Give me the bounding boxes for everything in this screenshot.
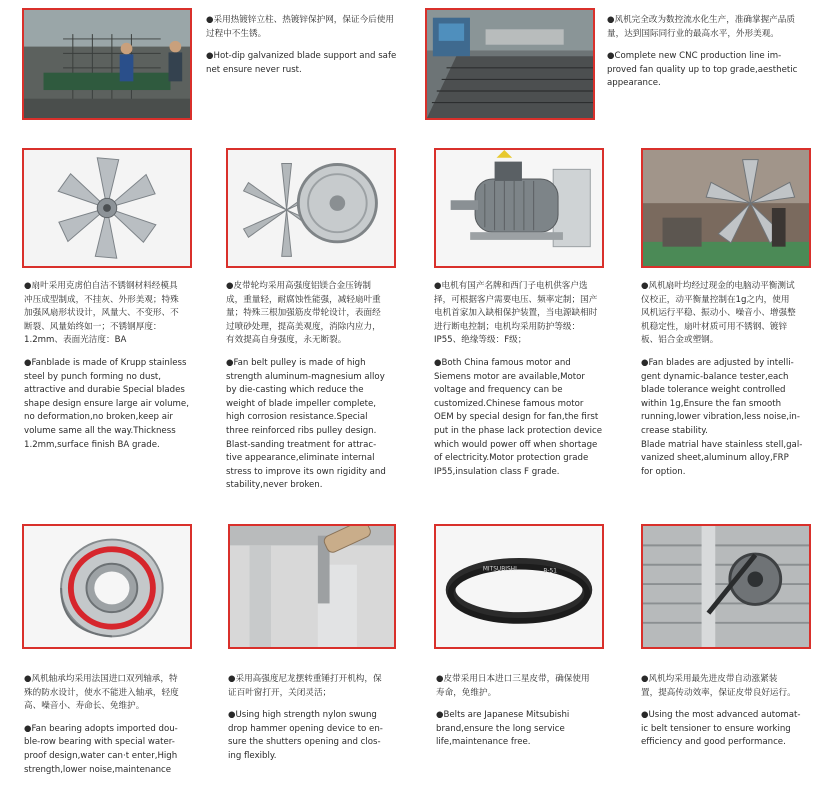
shutter-hammer-photo	[228, 524, 396, 649]
fan-blade-photo	[22, 148, 192, 268]
description-cn: ●风机轴承均采用法国进口双列轴承，特 殊的防水设计，使水不能进入轴承，轻度 高、噪音小、寿命长、免维护。	[24, 674, 179, 712]
text-block-belt	[436, 673, 616, 759]
text-block-balance	[641, 280, 826, 488]
description-en: ●Complete new CNC production line im- proved fan quality up to top grade,aesthetic appearance.	[607, 51, 798, 89]
text-block-fanblade	[24, 280, 204, 461]
belt-tensioner-photo	[641, 524, 811, 649]
description-cn: ●风机均采用最先进皮带自动涨紧装 置，提高传动效率，保证皮带良好运行。	[641, 674, 796, 698]
description-cn: ●风机完全改为数控流水化生产，准确掌握产品质 量，达到国际同行业的最高水平，外形美观。	[607, 15, 795, 39]
text-block-galvanized	[206, 14, 426, 86]
description-cn: ●皮带轮均采用高强度铝镁合金压铸制 成，重量轻，耐腐蚀性能强，减轻扇叶重 量；特殊三根加强筋皮带轮设计，表面经 过喷砂处理，提高美观度，消除内应力， 有效提高自身强度，永无断裂。	[226, 281, 381, 346]
description-cn: ●电机有国产名牌和西门子电机供客户选 择，可根据客户需要电压、频率定制；国产 电机首家加入缺相保护装置，当电源缺相时 进行断电控制；电机均采用防护等级： IP55、绝缘等级：F级；	[434, 281, 598, 346]
belt-pulley-photo	[226, 148, 396, 268]
description-en: ●Using high strength nylon swung drop hammer opening device to en- sure the shutters opening and clos- ing flexibly.	[228, 710, 383, 761]
cnc-machine-photo	[425, 8, 595, 120]
description-cn: ●扇叶采用克虏伯自洁不锈钢材料经模具 冲压成型制成，不挂灰、外形美观；特殊 加强风扇形状设计，风量大、不变形、不 断裂、风量始终如一；不锈钢厚度： 1.2mm、表面光洁度：BA	[24, 281, 179, 346]
description-en: ●Belts are Japanese Mitsubishi brand,ensure the long service life,maintenance free.	[436, 710, 570, 748]
text-block-tensioner	[641, 673, 826, 759]
belt-brand-label: MITSUBISHI	[482, 566, 517, 573]
balance-tester-photo	[641, 148, 811, 268]
text-block-hammer	[228, 673, 408, 773]
description-cn: ●采用高强度尼龙摆转重锤打开机构，保 证百叶窗打开，关闭灵活；	[228, 674, 382, 698]
text-block-pulley	[226, 280, 406, 502]
description-cn: ●采用热镀锌立柱、热镀锌保护网，保证今后使用 过程中不生锈。	[206, 15, 394, 39]
belt-code-label: B-51	[543, 568, 558, 575]
description-cn: ●皮带采用日本进口三星皮带，确保使用 寿命，免维护。	[436, 674, 590, 698]
description-en: ●Fanblade is made of Krupp stainless steel by punch forming no dust, attractive and durabie Special blades shape design ensure large air volume, no deformation,no broken,keep air volume same all the way.Thickness 1.2mm,surface finish BA grade.	[24, 357, 189, 450]
description-cn: ●风机扇叶均经过现金的电脑动平衡测试 仪校正，动平衡量控制在1g之内，使用 风机运行平稳、振动小、噪音小、增强整 机稳定性，扇叶材质可用不锈钢、镀锌 板、铝合金或塑钢。	[641, 281, 796, 346]
text-block-bearing	[24, 673, 204, 786]
bearing-photo	[22, 524, 192, 649]
factory-workers-photo	[22, 8, 192, 120]
motor-photo	[434, 148, 604, 268]
description-en: ●Both China famous motor and Siemens motor are available,Motor voltage and frequency can be customized.Chinese famous motor OEM by special design for fan,the first put in the phase lack protection device which would power off when shortage of electricity.Motor protection grade IP55,insulation class F grade.	[434, 357, 603, 477]
belt-photo	[434, 524, 604, 649]
text-block-cnc	[607, 14, 822, 100]
description-en: ●Fan blades are adjusted by intelli- gent dynamic-balance tester,each blade tolerance weight controlled within 1g,Ensure the fan smooth running,lower vibration,less noise,in- crease stability. Blade matrial have stainless stell,gal- vanized sheet,aluminum alloy,FRP for option.	[641, 357, 803, 477]
description-en: ●Hot-dip galvanized blade support and safe net ensure never rust.	[206, 51, 397, 75]
text-block-motor	[434, 280, 619, 488]
description-en: ●Fan bearing adopts imported dou- ble-row bearing with special water- proof design,water can·t enter,High strength,lower noise,maintenance	[24, 723, 178, 775]
description-en: ●Fan belt pulley is made of high strength aluminum-magnesium alloy by die-casting which reduce the weight of blade impeller complete, high corrosion resistance.Special three reinforced ribs pulley design. Blast-sanding treatment for attrac- tive appearance,eliminate internal stress to improve its own rigidity and stability,never broken.	[226, 357, 386, 491]
description-en: ●Using the most advanced automat- ic belt tensioner to ensure working efficiency and good performance.	[641, 710, 801, 748]
